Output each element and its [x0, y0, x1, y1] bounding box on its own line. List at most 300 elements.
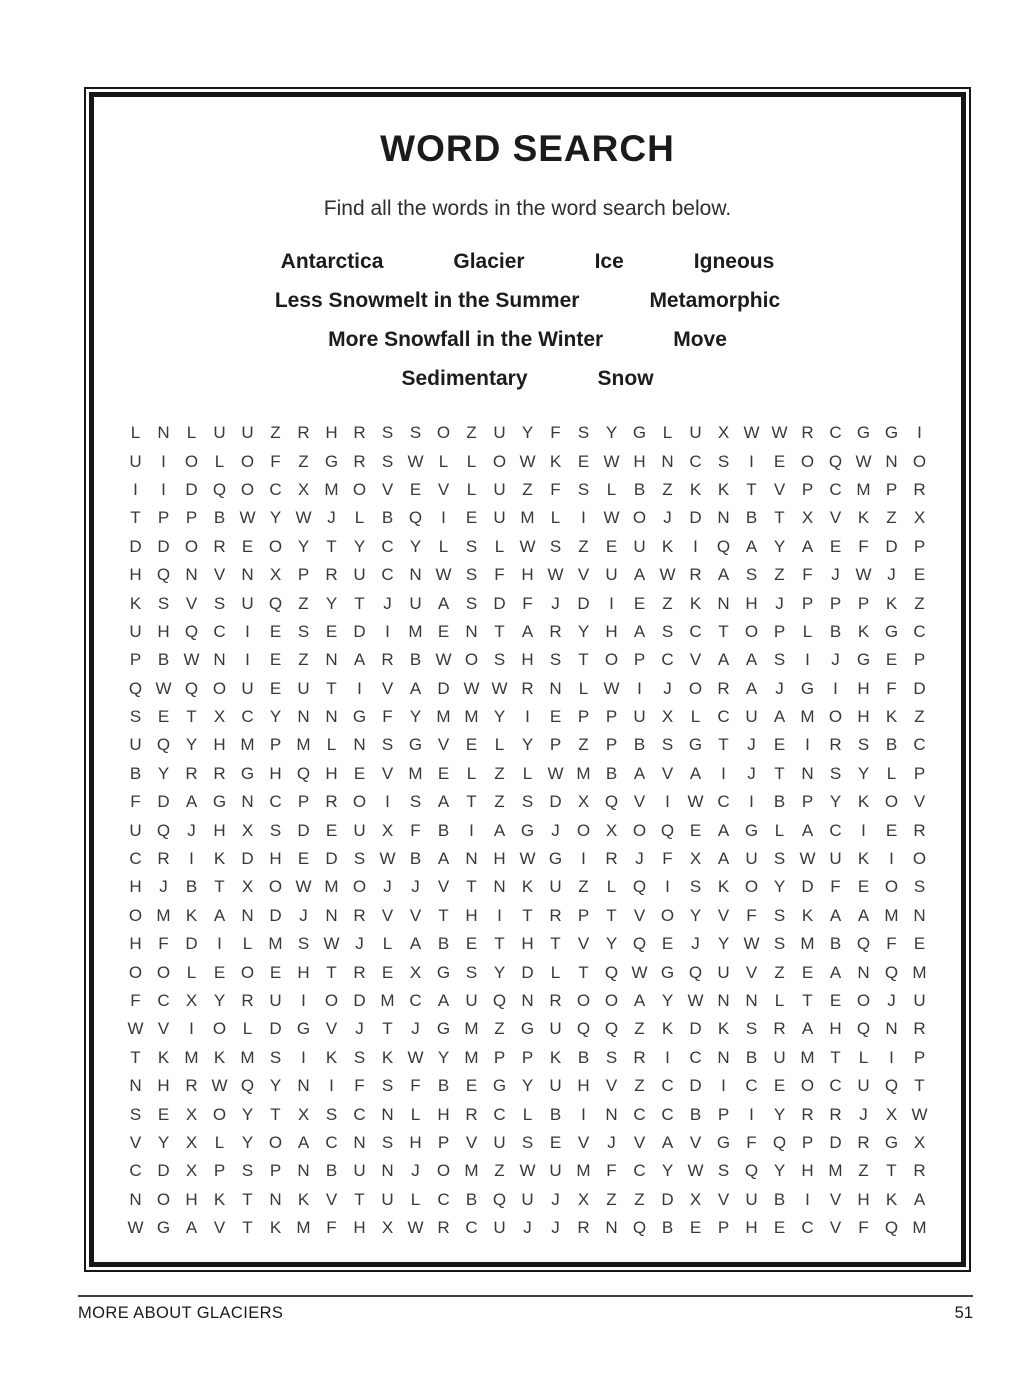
grid-cell: S [381, 735, 394, 755]
grid-cell: N [465, 621, 478, 641]
grid-cell: D [689, 1019, 702, 1039]
grid-cell: W [687, 1161, 704, 1181]
grid-cell: G [492, 1076, 507, 1096]
grid-cell: M [856, 479, 871, 499]
grid-cell: K [857, 849, 870, 869]
grid-cell: C [213, 621, 226, 641]
grid-cell: Y [269, 707, 282, 727]
grid-cell: T [242, 1189, 253, 1209]
grid-cell: O [184, 536, 199, 556]
grid-cell: O [212, 1104, 227, 1124]
grid-cell: W [519, 451, 536, 471]
grid-cell: Q [156, 820, 171, 840]
grid-cell: Q [604, 962, 619, 982]
grid-cell: C [493, 1104, 506, 1124]
grid-cell: P [129, 650, 142, 670]
grid-cell: N [857, 962, 870, 982]
grid-cell: L [242, 934, 253, 954]
grid-cell: C [129, 1161, 142, 1181]
grid-cell: M [520, 508, 535, 528]
grid-cell: E [465, 735, 478, 755]
grid-cell: T [606, 905, 617, 925]
grid-cell: W [295, 508, 312, 528]
grid-cell: B [633, 735, 646, 755]
word-item: Sedimentary [401, 367, 528, 390]
grid-cell: J [551, 1189, 560, 1209]
grid-cell: C [381, 565, 394, 585]
grid-cell: U [521, 1189, 534, 1209]
grid-cell: A [493, 820, 506, 840]
grid-cell: S [465, 536, 478, 556]
grid-cell: Y [521, 735, 534, 755]
grid-cell: D [129, 536, 142, 556]
grid-cell: O [464, 650, 479, 670]
grid-cell: A [213, 905, 226, 925]
grid-cell: L [410, 1104, 421, 1124]
grid-cell: Y [157, 1132, 170, 1152]
grid-cell: K [129, 593, 142, 613]
grid-cell: M [408, 763, 423, 783]
grid-cell: T [186, 707, 197, 727]
grid-cell: P [913, 1047, 926, 1067]
grid-cell: S [745, 1019, 758, 1039]
grid-cell: C [437, 1189, 450, 1209]
grid-cell: R [465, 1104, 478, 1124]
grid-cell: X [241, 877, 254, 897]
grid-cell: X [297, 479, 310, 499]
grid-cell: V [409, 905, 422, 925]
grid-cell: N [269, 1189, 282, 1209]
grid-cell: D [297, 820, 310, 840]
grid-cell: O [184, 451, 199, 471]
grid-cell: L [438, 451, 449, 471]
grid-cell: X [913, 1132, 926, 1152]
grid-cell: Y [325, 593, 338, 613]
grid-cell: O [156, 1189, 171, 1209]
grid-cell: J [887, 991, 896, 1010]
grid-cell: Z [662, 479, 673, 499]
grid-cell: A [437, 792, 450, 812]
grid-cell: Z [634, 1076, 645, 1096]
grid-cell: B [409, 849, 422, 869]
grid-cell: Q [856, 934, 871, 954]
grid-cell: Z [494, 792, 505, 812]
grid-cell: R [913, 820, 926, 840]
grid-cell: R [857, 1132, 870, 1152]
grid-cell: W [323, 934, 340, 954]
puzzle-frame [84, 87, 971, 1272]
grid-cell: A [633, 621, 646, 641]
grid-cell: E [829, 536, 842, 556]
grid-cell: G [436, 1019, 451, 1039]
grid-cell: X [717, 423, 730, 443]
grid-cell: T [326, 536, 337, 556]
grid-cell: P [157, 508, 170, 528]
grid-cell: G [296, 1019, 311, 1039]
grid-cell: I [217, 934, 222, 954]
grid-cell: I [665, 1047, 670, 1067]
grid-cell: D [829, 1132, 842, 1152]
grid-cell: F [858, 536, 869, 556]
grid-cell: R [381, 650, 394, 670]
grid-cell: C [829, 1076, 842, 1096]
grid-cell: X [213, 707, 226, 727]
grid-cell: R [241, 991, 254, 1010]
grid-cell: D [157, 536, 170, 556]
grid-cell: V [605, 1076, 618, 1096]
grid-cell: G [660, 962, 675, 982]
grid-cell: Q [492, 991, 507, 1010]
grid-cell: I [133, 479, 138, 499]
grid-cell: T [578, 962, 589, 982]
grid-cell: D [885, 536, 898, 556]
grid-cell: I [749, 792, 754, 812]
grid-cell: N [493, 877, 506, 897]
grid-cell: I [357, 678, 362, 698]
grid-cell: A [717, 565, 730, 585]
grid-cell: Q [828, 451, 843, 471]
grid-cell: H [521, 650, 534, 670]
grid-cell: E [689, 820, 702, 840]
grid-cell: D [157, 1161, 170, 1181]
grid-cell: Z [494, 763, 505, 783]
grid-cell: V [717, 1189, 730, 1209]
grid-cell: T [718, 735, 729, 755]
grid-cell: S [269, 820, 282, 840]
grid-cell: P [297, 792, 310, 812]
grid-cell: H [409, 1132, 422, 1152]
word-line [94, 359, 961, 398]
grid-cell: D [549, 792, 562, 812]
grid-cell: V [829, 508, 842, 528]
grid-cell: P [773, 621, 786, 641]
grid-cell: E [885, 650, 898, 670]
grid-cell: W [127, 1019, 144, 1039]
grid-cell: I [441, 508, 446, 528]
grid-cell: C [661, 650, 674, 670]
grid-cell: Y [521, 1076, 534, 1096]
grid-cell: M [912, 1218, 927, 1238]
grid-cell: W [855, 565, 872, 585]
grid-cell: F [522, 593, 533, 613]
grid-cell: T [214, 877, 225, 897]
grid-cell: P [801, 593, 814, 613]
grid-cell: I [665, 792, 670, 812]
grid-cell: F [270, 451, 281, 471]
grid-cell: X [577, 792, 590, 812]
grid-cell: B [185, 877, 198, 897]
grid-cell: H [465, 905, 478, 925]
grid-cell: N [353, 735, 366, 755]
grid-cell: F [886, 934, 897, 954]
grid-cell: V [213, 1218, 226, 1238]
grid-cell: M [464, 1047, 479, 1067]
grid-cell: M [268, 934, 283, 954]
grid-cell: V [381, 905, 394, 925]
grid-cell: O [212, 1019, 227, 1039]
grid-cell: W [603, 451, 620, 471]
grid-cell: H [745, 593, 758, 613]
grid-cell: C [689, 451, 702, 471]
word-item: Snow [597, 367, 654, 390]
grid-cell: U [269, 991, 282, 1010]
grid-cell: S [661, 621, 674, 641]
grid-cell: N [661, 451, 674, 471]
grid-cell: W [155, 678, 172, 698]
grid-cell: F [550, 423, 561, 443]
grid-cell: Z [466, 423, 477, 443]
grid-cell: U [409, 593, 422, 613]
grid-cell: Y [605, 934, 618, 954]
grid-cell: X [185, 1132, 198, 1152]
grid-cell: P [493, 1047, 506, 1067]
grid-cell: U [633, 536, 646, 556]
grid-cell: L [550, 962, 561, 982]
grid-cell: W [127, 1218, 144, 1238]
grid-cell: G [884, 423, 899, 443]
grid-cell: Y [605, 423, 618, 443]
grid-cell: L [606, 877, 617, 897]
grid-cell: I [917, 423, 922, 443]
grid-cell: K [297, 1189, 310, 1209]
grid-cell: B [325, 1161, 338, 1181]
grid-cell: F [662, 849, 673, 869]
grid-cell: F [858, 1218, 869, 1238]
grid-cell: Z [606, 1189, 617, 1209]
grid-cell: N [717, 1047, 730, 1067]
grid-cell: W [743, 423, 760, 443]
grid-cell: P [577, 707, 590, 727]
grid-cell: R [689, 565, 702, 585]
grid-cell: N [885, 451, 898, 471]
grid-cell: S [409, 792, 422, 812]
grid-cell: F [130, 991, 141, 1010]
grid-cell: J [523, 1218, 532, 1238]
grid-cell: C [717, 792, 730, 812]
grid-cell: C [269, 479, 282, 499]
grid-cell: U [465, 991, 478, 1010]
grid-cell: J [551, 593, 560, 613]
grid-cell: B [773, 792, 786, 812]
grid-cell: M [240, 735, 255, 755]
grid-cell: P [185, 508, 198, 528]
grid-cell: S [353, 1047, 366, 1067]
footer-page-number: 51 [954, 1304, 973, 1322]
grid-cell: W [603, 678, 620, 698]
grid-cell: K [857, 621, 870, 641]
grid-cell: U [745, 849, 758, 869]
grid-cell: S [409, 423, 422, 443]
grid-cell: H [297, 962, 310, 982]
grid-cell: L [606, 479, 617, 499]
grid-cell: U [549, 1019, 562, 1039]
grid-cell: O [604, 991, 619, 1010]
grid-cell: M [576, 763, 591, 783]
grid-cell: W [547, 565, 564, 585]
grid-cell: S [381, 1076, 394, 1096]
grid-cell: E [241, 536, 254, 556]
grid-cell: E [353, 763, 366, 783]
grid-cell: S [157, 593, 170, 613]
grid-cell: H [325, 423, 338, 443]
grid-cell: D [269, 1019, 282, 1039]
grid-cell: Q [884, 962, 899, 982]
grid-cell: S [773, 934, 786, 954]
grid-cell: U [241, 678, 254, 698]
grid-cell: T [746, 479, 757, 499]
grid-cell: B [549, 1104, 562, 1124]
grid-cell: P [913, 763, 926, 783]
grid-cell: R [213, 763, 226, 783]
grid-cell: X [577, 1189, 590, 1209]
grid-cell: A [801, 820, 814, 840]
grid-cell: G [884, 621, 899, 641]
grid-cell: N [605, 1218, 618, 1238]
grid-cell: A [437, 593, 450, 613]
grid-cell: F [410, 820, 421, 840]
grid-cell: O [800, 1076, 815, 1096]
grid-cell: R [913, 479, 926, 499]
grid-cell: T [242, 1218, 253, 1238]
grid-cell: M [912, 962, 927, 982]
grid-cell: G [352, 707, 367, 727]
word-line [94, 242, 961, 281]
grid-cell: I [693, 536, 698, 556]
grid-cell: V [381, 763, 394, 783]
grid-cell: C [381, 536, 394, 556]
grid-cell: B [577, 1047, 590, 1067]
footer-section-title: MORE ABOUT GLACIERS [78, 1304, 284, 1322]
grid-cell: Z [494, 1019, 505, 1039]
grid-cell: H [157, 1076, 170, 1096]
grid-cell: Q [604, 792, 619, 812]
grid-cell: S [549, 650, 562, 670]
grid-cell: L [214, 451, 225, 471]
word-item: Move [673, 328, 727, 351]
grid-cell: F [326, 1218, 337, 1238]
grid-cell: V [913, 792, 926, 812]
grid-cell: U [493, 1132, 506, 1152]
grid-cell: U [633, 707, 646, 727]
grid-cell: O [352, 792, 367, 812]
grid-cell: W [239, 508, 256, 528]
grid-cell: Z [662, 593, 673, 613]
grid-cell: S [773, 905, 786, 925]
grid-cell: T [130, 1047, 141, 1067]
grid-cell: X [269, 565, 282, 585]
grid-cell: A [185, 1218, 198, 1238]
grid-cell: N [465, 849, 478, 869]
grid-cell: B [381, 508, 394, 528]
grid-cell: T [354, 1189, 365, 1209]
grid-cell: I [525, 707, 530, 727]
grid-cell: P [885, 479, 898, 499]
grid-cell: L [326, 735, 337, 755]
grid-cell: X [605, 820, 618, 840]
grid-cell: X [241, 820, 254, 840]
grid-cell: K [717, 1019, 730, 1039]
grid-cell: P [269, 1161, 282, 1181]
grid-cell: P [605, 735, 618, 755]
grid-cell: I [161, 479, 166, 499]
grid-cell: V [465, 1132, 478, 1152]
grid-cell: E [913, 934, 926, 954]
grid-cell: S [465, 565, 478, 585]
grid-cell: N [745, 991, 758, 1010]
grid-cell: R [829, 1104, 842, 1124]
grid-cell: G [156, 1218, 171, 1238]
grid-cell: Q [492, 1189, 507, 1209]
grid-cell: W [911, 1104, 928, 1124]
grid-cell: G [520, 1019, 535, 1039]
letter-grid [122, 419, 934, 1242]
grid-cell: J [691, 934, 700, 954]
grid-cell: W [743, 934, 760, 954]
grid-cell: G [408, 735, 423, 755]
grid-cell: M [884, 905, 899, 925]
grid-cell: Z [858, 1161, 869, 1181]
grid-cell: W [183, 650, 200, 670]
grid-cell: L [662, 423, 673, 443]
grid-cell: R [829, 735, 842, 755]
grid-cell: L [522, 1104, 533, 1124]
grid-cell: H [605, 621, 618, 641]
grid-cell: O [492, 451, 507, 471]
grid-cell: A [185, 792, 198, 812]
grid-cell: D [689, 508, 702, 528]
grid-cell: C [633, 1161, 646, 1181]
grid-cell: H [521, 934, 534, 954]
grid-cell: L [410, 1189, 421, 1209]
grid-cell: D [661, 1189, 674, 1209]
grid-cell: E [297, 849, 310, 869]
grid-cell: S [129, 1104, 142, 1124]
grid-cell: L [886, 763, 897, 783]
grid-cell: W [547, 763, 564, 783]
grid-cell: A [353, 650, 366, 670]
grid-cell: H [633, 451, 646, 471]
grid-cell: M [436, 707, 451, 727]
grid-cell: U [745, 707, 758, 727]
grid-cell: T [466, 792, 477, 812]
grid-cell: A [773, 707, 786, 727]
grid-cell: M [296, 735, 311, 755]
grid-cell: Q [156, 565, 171, 585]
grid-cell: M [296, 1218, 311, 1238]
grid-cell: E [269, 678, 282, 698]
grid-cell: K [661, 536, 674, 556]
grid-cell: I [189, 1019, 194, 1039]
grid-cell: W [519, 849, 536, 869]
grid-cell: W [407, 1047, 424, 1067]
grid-cell: Y [857, 763, 870, 783]
grid-cell: L [214, 1132, 225, 1152]
grid-cell: N [605, 1104, 618, 1124]
grid-cell: A [801, 536, 814, 556]
grid-cell: B [885, 735, 898, 755]
grid-cell: V [717, 905, 730, 925]
grid-cell: O [240, 962, 255, 982]
grid-cell: B [437, 820, 450, 840]
grid-cell: C [717, 707, 730, 727]
grid-cell: R [633, 1047, 646, 1067]
grid-cell: O [800, 451, 815, 471]
grid-cell: K [325, 1047, 338, 1067]
page-footer [78, 1295, 973, 1323]
grid-cell: A [801, 1019, 814, 1039]
grid-cell: V [437, 877, 450, 897]
grid-cell: H [437, 1104, 450, 1124]
